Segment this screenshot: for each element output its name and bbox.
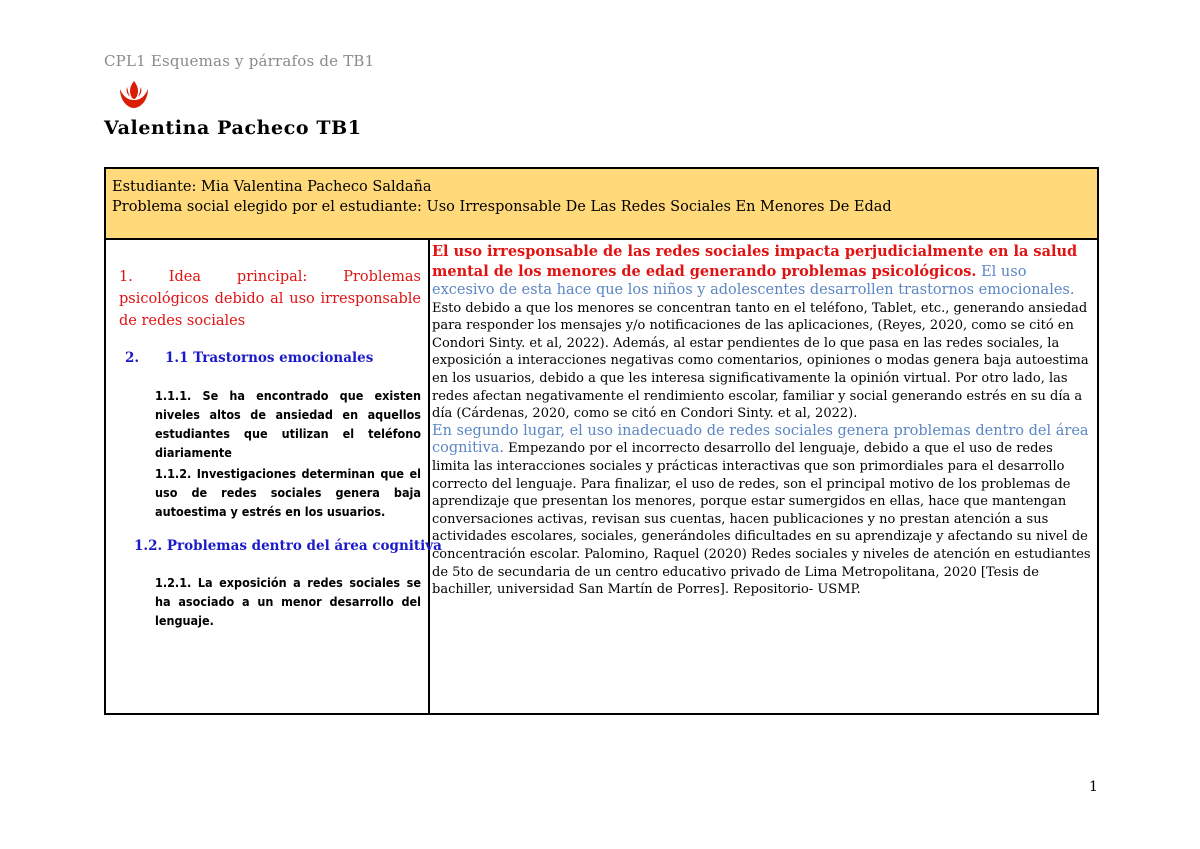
point-1-2-1: 1.2.1. La exposición a redes sociales se ha asociado a un menor desarrollo del lenguaje. (155, 575, 421, 628)
subtopic-1-2: 1.2. Problemas dentro del área cognitiva (134, 538, 442, 554)
subtopic-number: 2. (125, 350, 140, 366)
paragraph-column (430, 240, 1097, 713)
running-header: CPL1 Esquemas y párrafos de TB1 (104, 52, 375, 70)
paragraph-2 (432, 423, 1091, 599)
document-title: Valentina Pacheco TB1 (104, 117, 362, 139)
upc-flame-logo-icon (116, 79, 152, 109)
paragraph-1 (432, 242, 1091, 423)
point-1-1-1: 1.1.1. Se ha encontrado que existen niveles altos de ansiedad en aquellos estudiantes que utilizan el teléfono diariamente (155, 388, 421, 460)
body-text-1: Esto debido a que los menores se concentran tanto en el teléfono, Tablet, etc., generando ansiedad para responder los mensajes y/o notificaciones de las aplicaciones, (Reyes, 2020, como se citó en Condori Sinty. et al, 2022). Además, al estar pendientes de lo que pasa en las redes sociales, la exposición a interacciones negativas como comentarios, opiniones o modas genera baja autoestima en los usuarios, debido a que les interesa significativamente la opinión virtual. Por otro lado, las redes afectan negativamente el rendimiento escolar, familiar y social generando estrés en su día a día (Cárdenas, 2020, como se citó en Condori Sinty. et al, 2022). (432, 300, 1089, 422)
student-name: Mia Valentina Pacheco Saldaña (201, 179, 432, 195)
topic-sentence-1: El uso excesivo de esta hace que los niños y adolescentes desarrollen trastornos emocionales. (432, 264, 1075, 298)
point-1-1-2: 1.1.2. Investigaciones determinan que el uso de redes sociales genera baja autoestima y estrés en los usuarios. (155, 466, 421, 519)
outline-column (106, 240, 442, 713)
body-text-2: Empezando por el incorrecto desarrollo del lenguaje, debido a que el uso de redes limita las interacciones sociales y prácticas interactivas que son primordiales para el desarrollo correcto del lenguaje. Para finalizar, el uso de redes, son el principal motivo de los problemas de aprendizaje que presentan los menores, porque estar sumergidos en ellas, hace que mantengan conversaciones activas, revisan sus cuentas, hacen publicaciones y no prestan atención a sus actividades escolares, sociales, generándoles dificultades en su aprendizaje y afectando su nivel de concentración escolar. Palomino, Raquel (2020) Redes sociales y niveles de atención en estudiantes de 5to de secundaria de un centro educativo privado de Lima Metropolitana, 2020 [Tesis de bachiller, universidad San Martín de Porres]. Repositorio- USMP. (432, 441, 1091, 598)
subtopic-label: 1.1 Trastornos emocionales (165, 350, 374, 366)
topic-sentence-2: En segundo lugar, el uso inadecuado de redes sociales genera problemas dentro del área cognitiva. (432, 422, 1089, 457)
problem-text: Uso Irresponsable De Las Redes Sociales En Menores De Edad (426, 199, 892, 215)
outline-table (104, 167, 1099, 715)
problem-label: Problema social elegido por el estudiante: (112, 199, 422, 215)
thesis-statement: El uso irresponsable de las redes sociales impacta perjudicialmente en la salud mental de los menores de edad generando problemas psicológicos. (432, 243, 1078, 280)
main-idea: 1. Idea principal: Problemas psicológicos debido al uso irresponsable de redes sociales (119, 269, 421, 329)
subtopic-1-1 (125, 350, 373, 366)
student-label: Estudiante: (112, 179, 197, 195)
table-header (106, 169, 1097, 240)
page-number: 1 (1089, 779, 1098, 795)
